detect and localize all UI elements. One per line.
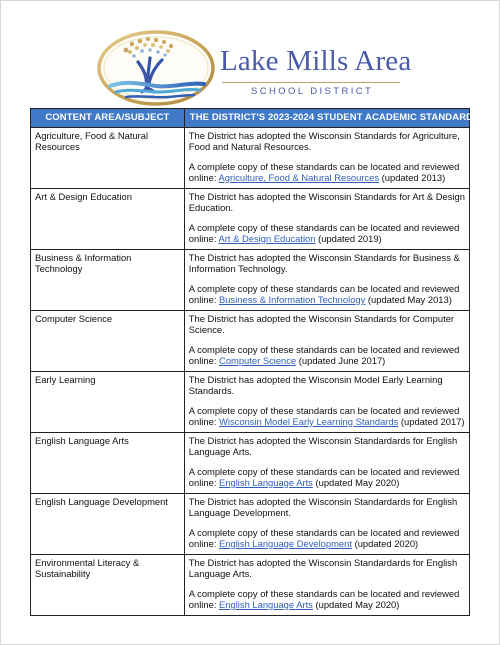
copy-prefix: A complete copy of these standards can be located and reviewed online:	[188, 405, 460, 427]
standard-cell	[184, 311, 469, 372]
standard-cell	[184, 555, 469, 616]
copy-prefix: A complete copy of these standards can be located and reviewed online:	[188, 222, 460, 244]
adopted-text: The District has adopted the Wisconsin Standards for Computer Science.	[188, 313, 455, 335]
adopted-text: The District has adopted the Wisconsin Standardards for English Language Arts.	[188, 435, 458, 457]
table-row	[31, 433, 470, 494]
updated-text: (updated 2013)	[381, 171, 446, 183]
adopted-text: The District has adopted the Wisconsin Standardards for English Language Arts.	[188, 557, 458, 579]
standard-cell	[184, 189, 469, 250]
updated-text: (updated 2020)	[354, 537, 419, 549]
copy-prefix: A complete copy of these standards can be located and reviewed online:	[188, 283, 460, 305]
copy-prefix: A complete copy of these standards can be located and reviewed online:	[188, 466, 460, 488]
updated-text: (updated 2019)	[318, 232, 382, 244]
updated-text: (updated June 2017)	[298, 354, 386, 366]
standards-link[interactable]: English Language Arts	[219, 598, 313, 610]
updated-text: (updated May 2020)	[315, 598, 400, 610]
district-name: Lake Mills Area	[220, 45, 412, 77]
standard-cell	[184, 494, 469, 555]
subject-cell: Computer Science	[31, 311, 185, 372]
adopted-text: The District has adopted the Wisconsin Standards for Business & Information Technology.	[188, 252, 460, 274]
tree-logo-icon	[96, 28, 218, 108]
standards-link[interactable]: Wisconsin Model Early Learning Standards	[219, 415, 399, 427]
adopted-text: The District has adopted the Wisconsin Standardards for English Language Development.	[188, 496, 458, 518]
standards-link[interactable]: English Language Development	[219, 537, 352, 549]
copy-prefix: A complete copy of these standards can be located and reviewed online:	[188, 344, 460, 366]
standards-link[interactable]: Computer Science	[219, 354, 297, 366]
standards-link[interactable]: English Language Arts	[219, 476, 313, 488]
copy-text	[189, 162, 465, 183]
standard-cell	[184, 372, 469, 433]
copy-text	[189, 284, 465, 305]
copy-prefix: A complete copy of these standards can be located and reviewed online:	[188, 527, 460, 549]
copy-text	[189, 528, 465, 549]
copy-text	[189, 589, 465, 610]
subject-cell: Agriculture, Food & Natural Resources	[31, 128, 185, 189]
standard-cell	[184, 433, 469, 494]
header-rule	[222, 82, 400, 83]
subject-cell: Early Learning	[31, 372, 185, 433]
subject-cell: Environmental Literacy & Sustainability	[31, 555, 185, 616]
standard-cell	[184, 250, 469, 311]
table-row	[31, 494, 470, 555]
standards-link[interactable]: Business & Information Technology	[219, 293, 366, 305]
standards-link[interactable]: Art & Design Education	[218, 232, 316, 244]
table-row	[31, 128, 470, 189]
copy-prefix: A complete copy of these standards can be located and reviewed online:	[188, 161, 460, 183]
header-standards: THE DISTRICT'S 2023-2024 STUDENT ACADEMIC STANDARDS	[184, 109, 469, 128]
updated-text: (updated May 2013)	[367, 293, 452, 305]
subject-cell: Art & Design Education	[31, 189, 185, 250]
table-header-row	[31, 109, 470, 128]
subject-cell: English Language Development	[31, 494, 185, 555]
standards-link[interactable]: Agriculture, Food & Natural Resources	[218, 171, 380, 183]
table-row	[31, 250, 470, 311]
table-row	[31, 372, 470, 433]
subject-cell: Business & Information Technology	[31, 250, 185, 311]
adopted-text: The District has adopted the Wisconsin Standards for Art & Design Education.	[188, 191, 465, 213]
table-row	[31, 189, 470, 250]
copy-text	[189, 223, 465, 244]
district-subtitle: SCHOOL DISTRICT	[251, 86, 374, 97]
page-header	[96, 28, 416, 108]
updated-text: (updated May 2020)	[315, 476, 400, 488]
copy-text	[189, 467, 465, 488]
standard-cell	[184, 128, 469, 189]
header-subject: CONTENT AREA/SUBJECT	[31, 109, 185, 128]
subject-cell: English Language Arts	[31, 433, 185, 494]
adopted-text: The District has adopted the Wisconsin Model Early Learning Standards.	[188, 374, 443, 396]
updated-text: (updated 2017)	[400, 415, 465, 427]
copy-text	[189, 406, 465, 427]
table-row	[31, 311, 470, 372]
table-row	[31, 555, 470, 616]
copy-text	[189, 345, 465, 366]
copy-prefix: A complete copy of these standards can be located and reviewed online:	[188, 588, 460, 610]
standards-table	[30, 108, 480, 616]
adopted-text: The District has adopted the Wisconsin Standards for Agriculture, Food and Natural Resources.	[188, 130, 460, 152]
